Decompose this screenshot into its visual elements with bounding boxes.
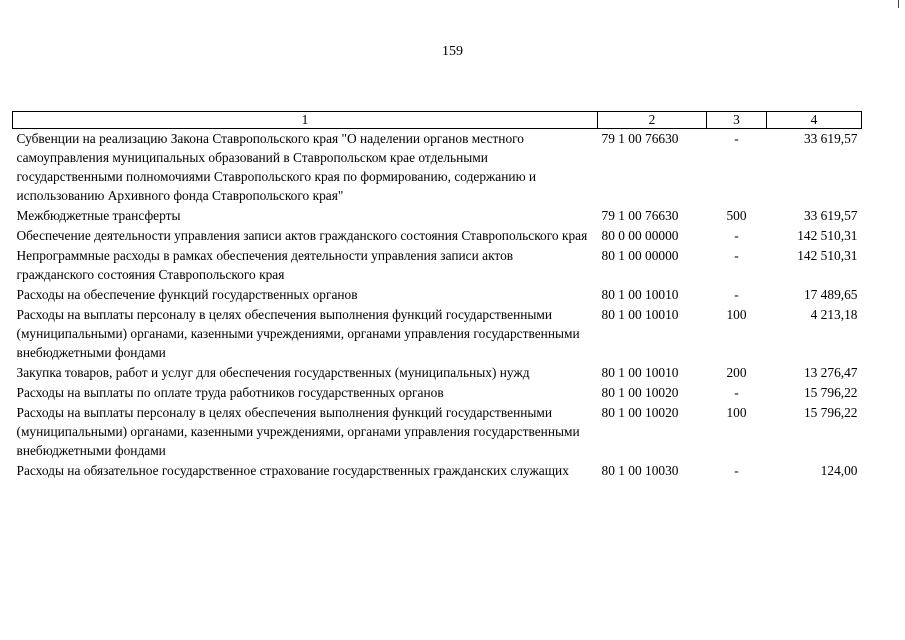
row-expense-type: 100: [726, 307, 747, 322]
row-expense-type: -: [734, 385, 739, 400]
row-code: 80 1 00 10010: [601, 307, 679, 322]
row-name: Обеспечение деятельности управления записи актов гражданского состояния Ставропольского края: [16, 228, 588, 243]
row-name: Расходы на выплаты по оплате труда работников государственных органов: [16, 385, 444, 400]
row-amount: 17 489,65: [803, 287, 858, 302]
row-amount: 33 619,57: [803, 131, 858, 146]
table-header-row: [13, 112, 862, 129]
table-row: [13, 383, 862, 403]
row-name: Субвенции на реализацию Закона Ставропольского края "О наделении органов местного самоуправления муниципальных образований в Ставропольском крае отдельными государственными полномочиями Ставропольского края по формированию, содержанию и использованию Архивного фонда Ставропольского края": [16, 131, 537, 203]
row-expense-type: -: [734, 228, 739, 243]
row-name: Расходы на обеспечение функций государственных органов: [16, 287, 358, 302]
row-amount: 124,00: [820, 463, 858, 478]
row-name: Межбюджетные трансферты: [16, 208, 181, 223]
table-row: [13, 461, 862, 481]
table-row: [13, 226, 862, 246]
row-name: Расходы на обязательное государственное страхование государственных гражданских служащих: [16, 463, 569, 478]
row-name: Непрограммные расходы в рамках обеспечения деятельности управления записи актов гражданского состояния Ставропольского края: [16, 248, 514, 282]
row-amount: 33 619,57: [803, 208, 858, 223]
row-expense-type: 500: [726, 208, 747, 223]
row-code: 79 1 00 76630: [601, 208, 679, 223]
table-row: [13, 403, 862, 461]
row-name: Закупка товаров, работ и услуг для обеспечения государственных (муниципальных) нужд: [16, 365, 530, 380]
header-col-2: 2: [598, 112, 707, 129]
row-code: 80 1 00 10030: [601, 463, 679, 478]
row-code: 79 1 00 76630: [601, 131, 679, 146]
row-expense-type: 200: [726, 365, 747, 380]
row-code: 80 0 00 00000: [601, 228, 679, 243]
header-col-3: 3: [707, 112, 767, 129]
row-expense-type: -: [734, 287, 739, 302]
page-number: 159: [442, 44, 463, 59]
table-row: [13, 246, 862, 285]
row-amount: 15 796,22: [803, 405, 858, 420]
row-name: Расходы на выплаты персоналу в целях обеспечения выполнения функций государственными (муниципальными) органами, казенными учреждениями, органами управления государственными внебюджетными фондами: [16, 405, 580, 458]
scan-edge-mark: [898, 0, 899, 8]
row-amount: 4 213,18: [810, 307, 858, 322]
table-row: [13, 206, 862, 226]
row-expense-type: 100: [726, 405, 747, 420]
row-code: 80 1 00 10020: [601, 405, 679, 420]
budget-table: [12, 111, 862, 481]
row-amount: 142 510,31: [797, 228, 858, 243]
table-row: [13, 285, 862, 305]
row-code: 80 1 00 10020: [601, 385, 679, 400]
table-row: [13, 363, 862, 383]
table-row: [13, 129, 862, 207]
row-code: 80 1 00 10010: [601, 365, 679, 380]
row-expense-type: -: [734, 463, 739, 478]
table-row: [13, 305, 862, 363]
row-expense-type: -: [734, 131, 739, 146]
row-expense-type: -: [734, 248, 739, 263]
row-code: 80 1 00 10010: [601, 287, 679, 302]
row-amount: 13 276,47: [803, 365, 858, 380]
header-col-4: 4: [767, 112, 862, 129]
row-amount: 142 510,31: [797, 248, 858, 263]
header-col-1: 1: [13, 112, 598, 129]
row-name: Расходы на выплаты персоналу в целях обеспечения выполнения функций государственными (муниципальными) органами, казенными учреждениями, органами управления государственными внебюджетными фондами: [16, 307, 580, 360]
row-amount: 15 796,22: [803, 385, 858, 400]
row-code: 80 1 00 00000: [601, 248, 679, 263]
